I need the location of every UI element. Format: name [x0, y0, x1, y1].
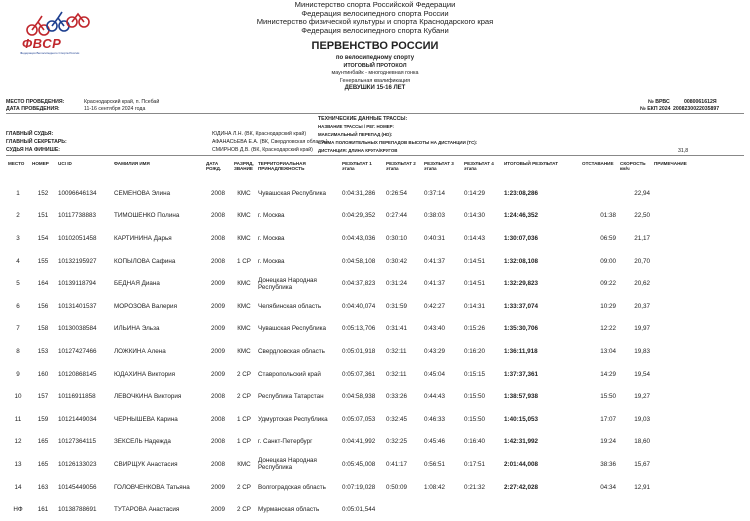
table-cell: 1 СР	[237, 415, 251, 423]
table-cell: 0:32:11	[386, 370, 407, 378]
table-cell: 1:30:07,036	[504, 234, 538, 242]
table-cell: Чувашская Республика	[258, 189, 326, 197]
table-cell: 1:32:29,823	[504, 280, 538, 288]
table-cell: 10145449056	[58, 483, 97, 491]
table-cell: 2008	[210, 234, 225, 242]
table-cell: 0:05:01,544	[342, 506, 376, 514]
table-cell	[580, 498, 618, 521]
table-cell: 01:38	[600, 212, 616, 220]
table-cell: 2	[16, 212, 20, 220]
sub-line: по велосипедному спорту	[335, 55, 415, 61]
table-cell: 0:04:43,036	[342, 234, 376, 242]
table-cell: 19,54	[634, 370, 650, 378]
table-cell: г. Москва	[258, 212, 285, 220]
table-cell: 0:41:17	[386, 460, 408, 468]
table-cell: 19,27	[634, 393, 650, 401]
table-cell: 165	[37, 438, 49, 446]
table-cell: 160	[37, 370, 49, 378]
table-cell: 8	[16, 347, 20, 355]
table-cell: 0:14:31	[464, 302, 486, 310]
column-header: ИТОГОВЫЙ РЕЗУЛЬТАТ	[504, 161, 559, 166]
table-cell: 1:32:08,108	[504, 257, 538, 265]
secretary-value: АФАНАСЬЕВА Е.А. (ВК, Свердловская область)	[212, 139, 328, 145]
table-cell: 1:33:37,074	[504, 302, 538, 310]
table-cell	[618, 498, 652, 521]
table-cell: 163	[37, 483, 49, 491]
table-cell: 158	[37, 325, 49, 333]
table-cell: 10131401537	[58, 302, 97, 310]
table-cell: 0:31:59	[386, 302, 408, 310]
sub-line: маунтинбайк - многодневная гонка	[331, 70, 419, 77]
table-cell: 2009	[210, 506, 225, 514]
table-cell: 0:05:07,053	[342, 415, 376, 423]
org-line: Министерство физической культуры и спорта Краснодарского края	[256, 17, 494, 27]
table-cell: 0:14:29	[464, 189, 486, 197]
table-cell: 0:31:24	[386, 280, 408, 288]
table-cell: 0:45:46	[424, 438, 446, 446]
table-cell: 0:40:31	[424, 234, 446, 242]
table-cell: 6	[16, 302, 20, 310]
table-cell: 0:37:14	[424, 189, 446, 197]
table-cell: Республика Татарстан	[258, 393, 324, 401]
table-cell: 10132195927	[58, 257, 97, 265]
table-cell: 19,83	[634, 347, 650, 355]
table-cell: 0:15:26	[464, 325, 486, 333]
table-cell: 0:17:51	[464, 460, 486, 468]
table-cell: 10121449034	[58, 415, 97, 423]
table-cell: 09:00	[600, 257, 616, 265]
column-header: РЕЗУЛЬТАТ 1 этапа	[342, 161, 372, 172]
table-cell: Донецкая Народная Республика	[258, 457, 317, 472]
table-cell: 0:43:29	[424, 347, 446, 355]
table-cell: 20,37	[634, 302, 650, 310]
table-row	[6, 205, 744, 228]
table-cell: 1:24:46,352	[504, 212, 538, 220]
table-row	[6, 227, 744, 250]
sub-line: Генеральная квалификация	[339, 77, 411, 84]
table-cell: 0:16:40	[464, 438, 486, 446]
organizers	[170, 1, 580, 35]
table-cell: 0:50:09	[386, 483, 408, 491]
table-cell: 22,50	[634, 212, 650, 220]
table-cell: 161	[37, 506, 49, 514]
table-cell: СЕМЕНОВА Элина	[114, 189, 171, 197]
table-cell: 0:42:27	[424, 302, 446, 310]
table-cell: КАРТИНИНА Дарья	[114, 234, 172, 242]
table-cell: 14:29	[600, 370, 616, 378]
table-cell: 1:35:30,706	[504, 325, 538, 333]
table-cell	[652, 385, 744, 408]
table-cell: Волгоградская область	[258, 483, 326, 491]
table-row	[6, 295, 744, 318]
table-cell: 1 СР	[237, 438, 251, 446]
fvsr-logo	[18, 8, 100, 56]
table-cell: 10117738883	[58, 212, 97, 220]
column-header: ПРИМЕЧАНИЕ	[654, 161, 687, 166]
table-row	[6, 476, 744, 499]
column-header: ОТСТАВАНИЕ	[582, 161, 614, 166]
logo-caption: Федерация Велосипедного Спорта России	[20, 51, 80, 55]
table-cell	[652, 431, 744, 454]
table-cell	[384, 498, 422, 521]
table-cell: 156	[37, 302, 49, 310]
table-cell: СВИРЩУК Анастасия	[114, 460, 178, 468]
table-cell	[652, 408, 744, 431]
table-cell: 20,62	[634, 280, 650, 288]
table-row	[6, 182, 744, 205]
table-cell: 0:56:51	[424, 460, 446, 468]
table-cell: 18,60	[634, 438, 650, 446]
table-cell: 7	[16, 325, 20, 333]
table-cell: 09:22	[600, 280, 616, 288]
column-header: РЕЗУЛЬТАТ 2 этапа	[386, 161, 416, 172]
table-cell: ЛЕВОЧКИНА Виктория	[114, 393, 182, 401]
table-row	[6, 363, 744, 386]
table-cell: 0:04:29,352	[342, 212, 376, 220]
table-cell	[422, 498, 462, 521]
table-cell: 0:07:19,028	[342, 483, 376, 491]
table-cell	[580, 182, 618, 205]
column-header: МЕСТО	[8, 161, 25, 166]
table-cell: 165	[37, 460, 49, 468]
table-cell: 1 СР	[237, 257, 251, 265]
table-cell: 2:27:42,028	[504, 483, 538, 491]
secretary-label: ГЛАВНЫЙ СЕКРЕТАРЬ:	[6, 139, 67, 145]
table-cell: ЧЕРНЫШЕВА Карина	[114, 415, 178, 423]
table-cell: 11	[14, 415, 22, 423]
table-cell	[652, 295, 744, 318]
sum-climbs: СУММА ПОЛОЖИТЕЛЬНЫХ ПЕРЕПАДОВ ВЫСОТЫ НА ДИСТАНЦИИ (ТС):	[318, 140, 478, 145]
table-cell: 1:38:57,938	[504, 393, 538, 401]
table-cell: 2008	[210, 257, 225, 265]
date-value: 11-16 сентября 2024 года	[84, 106, 146, 112]
table-cell: 2008	[210, 212, 225, 220]
table-cell: 5	[16, 280, 20, 288]
results-table	[6, 160, 744, 521]
table-cell: 2008	[210, 393, 225, 401]
org-line: Федерация велосипедного спорта России	[301, 8, 449, 18]
table-cell	[652, 453, 744, 476]
table-cell: 1:42:31,992	[504, 438, 538, 446]
table-cell: 10130038584	[58, 325, 97, 333]
table-cell: КМС	[237, 189, 251, 197]
distance-value: 31,8	[678, 148, 689, 154]
table-cell	[502, 498, 580, 521]
table-cell: 0:30:10	[386, 234, 408, 242]
table-cell: 2009	[210, 483, 225, 491]
page-title: ПЕРВЕНСТВО РОССИИ	[311, 40, 439, 52]
sub-line: ИТОГОВЫЙ ПРОТОКОЛ	[343, 62, 407, 69]
table-cell: 0:46:33	[424, 415, 446, 423]
table-cell: 2 СР	[237, 483, 251, 491]
table-cell: 0:04:37,823	[342, 280, 376, 288]
table-cell: Ставропольский край	[258, 370, 321, 378]
divider	[6, 113, 744, 114]
table-cell: 04:34	[600, 483, 616, 491]
column-header: UCI ID	[58, 161, 72, 166]
table-cell: 0:26:54	[386, 189, 408, 197]
table-cell: 15,67	[634, 460, 650, 468]
table-cell: 0:32:25	[386, 438, 408, 446]
table-cell	[652, 476, 744, 499]
table-cell: 12:22	[600, 325, 616, 333]
table-cell: 0:32:45	[386, 415, 408, 423]
table-cell: КМС	[237, 347, 251, 355]
table-cell: г. Москва	[258, 234, 285, 242]
table-cell: 2009	[210, 302, 225, 310]
table-cell: 1:40:15,053	[504, 415, 538, 423]
table-cell	[652, 318, 744, 341]
column-header: РЕЗУЛЬТАТ 3 этапа	[424, 161, 454, 172]
table-cell: 13	[14, 460, 22, 468]
table-cell	[652, 498, 744, 521]
table-cell	[652, 363, 744, 386]
table-cell: 0:14:43	[464, 234, 486, 242]
ekp-label: № ЕКП 2024	[640, 106, 671, 112]
table-cell: 0:15:50	[464, 393, 486, 401]
table-row	[6, 431, 744, 454]
table-cell: 10:29	[600, 302, 616, 310]
table-cell: 151	[37, 212, 49, 220]
table-cell: 38:36	[600, 460, 616, 468]
table-cell: 10138788691	[58, 506, 97, 514]
table-cell: 0:05:07,361	[342, 370, 376, 378]
table-cell: КОПЫЛОВА Сафина	[114, 257, 176, 265]
finish-value: СМИРНОВ Д.В. (ВК, Краснодарский край)	[212, 147, 313, 153]
table-cell: 2009	[210, 347, 225, 355]
table-cell: ИЛЬИНА Эльза	[114, 325, 160, 333]
table-cell: 19:24	[600, 438, 616, 446]
track-name: НАЗВАНИЕ ТРАССЫ / РЕГ. НОМЕР:	[318, 124, 395, 129]
table-cell: 2009	[210, 280, 225, 288]
table-cell: 0:33:26	[386, 393, 408, 401]
table-cell	[652, 205, 744, 228]
table-cell: Донецкая Народная Республика	[258, 276, 317, 291]
table-cell: 0:38:03	[424, 212, 446, 220]
table-cell: 0:16:20	[464, 347, 486, 355]
table-cell: ТИМОШЕНКО Полина	[114, 212, 180, 220]
column-header: ТЕРРИТОРИАЛЬНАЯ ПРИНАДЛЕЖНОСТЬ	[258, 161, 306, 172]
table-cell: 152	[37, 189, 49, 197]
table-cell: 0:30:42	[386, 257, 408, 265]
table-cell: 0:21:32	[464, 483, 486, 491]
judge-label: ГЛАВНЫЙ СУДЬЯ:	[6, 131, 54, 137]
table-cell: 10096646134	[58, 189, 97, 197]
subtitle	[170, 55, 580, 93]
table-cell: 2 СР	[237, 370, 251, 378]
table-cell: ЗЕКСЕЛЬ Надежда	[114, 438, 171, 446]
logo-text: ФВСР	[22, 36, 62, 51]
place-label: МЕСТО ПРОВЕДЕНИЯ:	[6, 99, 65, 105]
table-row	[6, 498, 744, 521]
table-cell	[462, 498, 502, 521]
table-cell: ЮДАХИНА Виктория	[114, 370, 176, 378]
table-cell: 2008	[210, 189, 225, 197]
table-cell: 0:14:51	[464, 280, 486, 288]
table-cell: 2008	[210, 438, 225, 446]
table-cell: 2008	[210, 460, 225, 468]
table-cell: 0:32:11	[386, 347, 407, 355]
table-cell: 9	[16, 370, 20, 378]
table-cell: 10102051458	[58, 234, 97, 242]
table-cell: 0:04:58,108	[342, 257, 376, 265]
table-cell: ГОЛОВЧЕНКОВА Татьяна	[114, 483, 190, 491]
table-cell: 153	[37, 347, 49, 355]
distance: ДИСТАНЦИЯ: ДЛИНА КРУГА/КРУГОВ	[318, 148, 398, 153]
table-cell: 2 СР	[237, 506, 251, 514]
table-cell: 0:27:44	[386, 212, 408, 220]
judge-value: ЮДИНА Л.Н. (ВК, Краснодарский край)	[212, 131, 307, 137]
table-row	[6, 318, 744, 341]
table-row	[6, 340, 744, 363]
table-cell: 06:59	[600, 234, 616, 242]
table-cell: 14	[14, 483, 22, 491]
table-cell: 159	[37, 415, 49, 423]
vrvs-value: 0080061612Я	[684, 99, 717, 105]
table-row	[6, 453, 744, 476]
table-cell: 0:44:43	[424, 393, 446, 401]
table-cell: 0:04:41,992	[342, 438, 376, 446]
table-cell: г. Санкт-Петербург	[258, 438, 313, 446]
table-cell: 0:05:45,008	[342, 460, 376, 468]
table-cell: БЕДНАЯ Диана	[114, 280, 160, 288]
table-header	[6, 160, 744, 182]
table-cell: КМС	[237, 280, 251, 288]
tech-label: ТЕХНИЧЕСКИЕ ДАННЫЕ ТРАССЫ:	[318, 116, 408, 122]
table-cell: 0:41:37	[424, 280, 446, 288]
table-row	[6, 385, 744, 408]
sub-line: ДЕВУШКИ 15-16 ЛЕТ	[344, 85, 406, 92]
table-cell: 0:41:37	[424, 257, 446, 265]
table-cell: КМС	[237, 212, 251, 220]
table-cell: 0:31:41	[386, 325, 408, 333]
table-cell: 22,94	[634, 189, 650, 197]
org-line: Федерация велосипедного спорта Кубани	[301, 25, 449, 35]
ekp-value: 2008230022035897	[673, 106, 720, 112]
table-cell: 3	[16, 234, 20, 242]
table-cell: 20,70	[634, 257, 650, 265]
table-cell: 0:15:50	[464, 415, 486, 423]
table-cell: Удмуртская Республика	[258, 415, 328, 423]
org-line: Министерство спорта Российской Федерации	[294, 0, 456, 9]
table-cell: 154	[37, 234, 49, 242]
table-cell: 0:15:15	[464, 370, 486, 378]
table-cell: 0:04:31,286	[342, 189, 376, 197]
table-cell: 10	[14, 393, 22, 401]
table-cell: 1:08:42	[424, 483, 446, 491]
table-cell	[652, 272, 744, 295]
table-cell: 19,97	[634, 325, 650, 333]
table-cell: Свердловская область	[258, 347, 325, 355]
table-cell: МОРОЗОВА Валерия	[114, 302, 177, 310]
table-cell: 17:07	[600, 415, 616, 423]
table-cell: 0:04:58,938	[342, 393, 376, 401]
table-cell: 10120868145	[58, 370, 97, 378]
table-cell: 10126133023	[58, 460, 97, 468]
table-cell: 10127364115	[58, 438, 97, 446]
table-cell: 2009	[210, 370, 225, 378]
table-cell: Мурманская область	[258, 506, 320, 514]
column-header: НОМЕР	[32, 161, 49, 166]
table-cell: 15:50	[600, 393, 616, 401]
table-row	[6, 408, 744, 431]
table-cell: 19,03	[634, 415, 650, 423]
table-cell: 1:37:37,361	[504, 370, 538, 378]
table-cell: КМС	[237, 325, 251, 333]
table-cell: 155	[37, 257, 49, 265]
max-drop: МАКСИМАЛЬНЫЙ ПЕРЕПАД (НD):	[318, 132, 393, 137]
table-cell: 0:14:30	[464, 212, 486, 220]
column-header: ФАМИЛИЯ ИМЯ	[114, 161, 150, 166]
table-cell: 2008	[210, 415, 225, 423]
column-header: СКОРОСТЬ км/ч	[620, 161, 646, 172]
table-cell: ТУТАРОВА Анастасия	[114, 506, 180, 514]
finish-label: СУДЬЯ НА ФИНИШЕ:	[6, 147, 61, 153]
place-value: Краснодарский край, п. Псебай	[84, 99, 160, 105]
column-header: РАЗРЯД, ЗВАНИЕ	[234, 161, 254, 172]
table-cell: 164	[37, 280, 49, 288]
table-cell: Чувашская Республика	[258, 325, 326, 333]
table-cell	[652, 340, 744, 363]
table-cell: 10127427466	[58, 347, 97, 355]
table-cell: КМС	[237, 302, 251, 310]
column-header: РЕЗУЛЬТАТ 4 этапа	[464, 161, 494, 172]
table-cell	[652, 250, 744, 273]
column-header: ДАТА РОЖД.	[206, 161, 222, 172]
table-cell: 21,17	[634, 234, 650, 242]
table-cell: 0:05:01,918	[342, 347, 376, 355]
table-row	[6, 250, 744, 273]
table-cell: 10116911858	[58, 393, 96, 401]
table-cell: 0:05:13,706	[342, 325, 376, 333]
divider	[6, 155, 744, 156]
table-cell: 10139118794	[58, 280, 97, 288]
table-cell: 13:04	[600, 347, 616, 355]
table-cell: 0:14:51	[464, 257, 486, 265]
table-cell: 12	[14, 438, 22, 446]
table-cell: 1:36:11,918	[504, 347, 538, 355]
table-cell: Челябинская область	[258, 302, 322, 310]
table-cell: 157	[37, 393, 49, 401]
table-cell	[652, 182, 744, 205]
table-cell: 2009	[210, 325, 225, 333]
table-row	[6, 272, 744, 295]
table-cell: 0:43:40	[424, 325, 446, 333]
table-cell: 2:01:44,008	[504, 460, 538, 468]
date-label: ДАТА ПРОВЕДЕНИЯ:	[6, 106, 60, 112]
table-cell: 0:04:40,074	[342, 302, 376, 310]
table-cell: 12,91	[634, 483, 650, 491]
table-cell: 2 СР	[237, 393, 251, 401]
vrvs-label: № ВРВС	[648, 99, 670, 105]
table-cell: г. Москва	[258, 257, 285, 265]
table-cell: 4	[16, 257, 20, 265]
table-cell: 1:23:08,286	[504, 189, 538, 197]
table-cell: ЛОЖКИНА Алена	[114, 347, 166, 355]
table-cell: 0:45:04	[424, 370, 446, 378]
table-cell	[652, 227, 744, 250]
table-cell: КМС	[237, 460, 251, 468]
table-cell: КМС	[237, 234, 251, 242]
table-cell: 1	[16, 189, 20, 197]
table-cell: НФ	[13, 506, 23, 514]
